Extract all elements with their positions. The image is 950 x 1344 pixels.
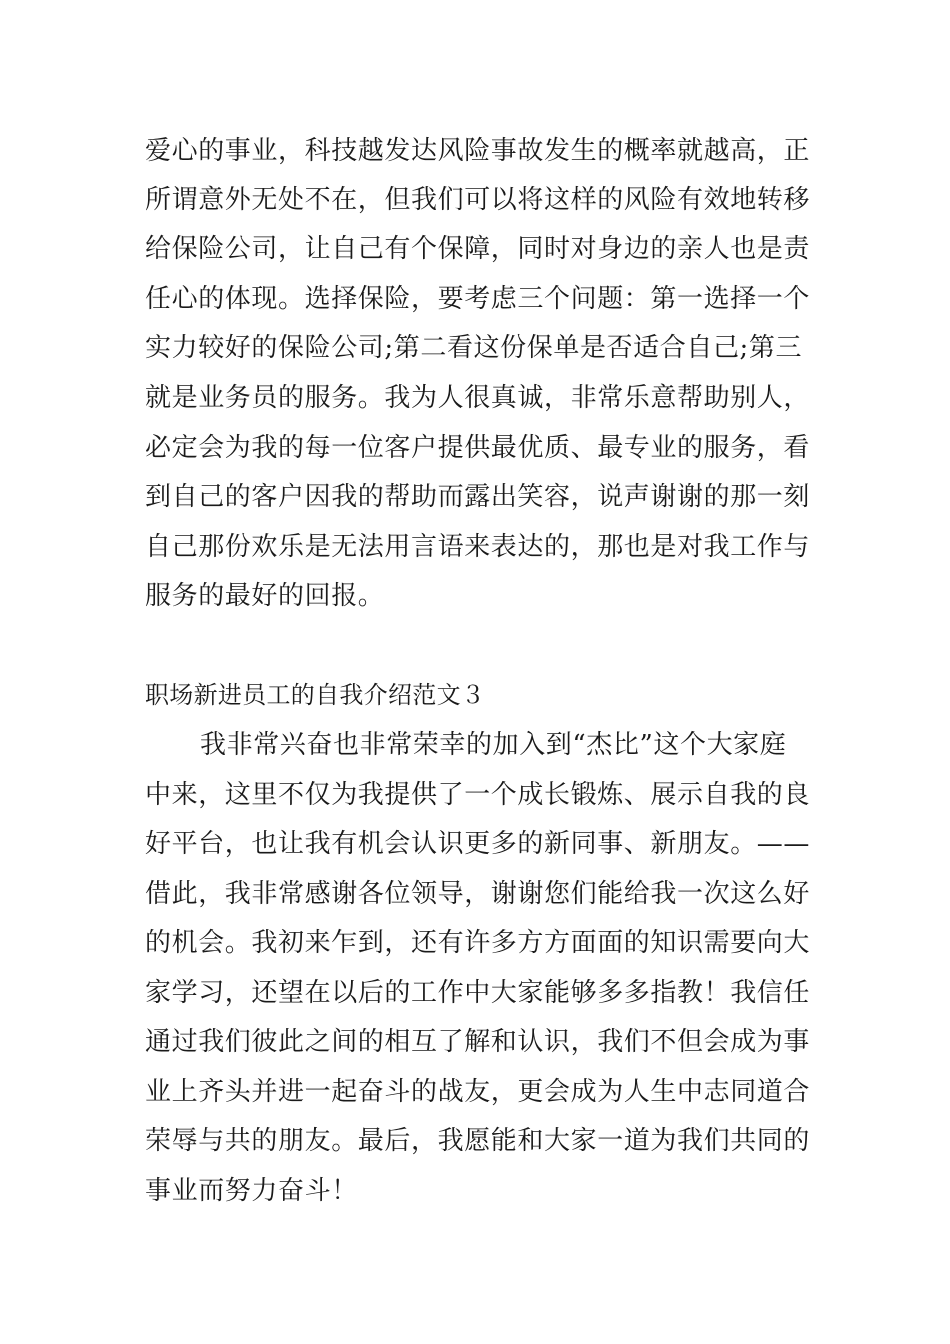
paragraph-1-line: 实力较好的保险公司;第二看这份保单是否适合自己;第三 — [145, 333, 803, 363]
paragraph-1-line: 就是业务员的服务。我为人很真诚，非常乐意帮助别人， — [145, 383, 811, 413]
paragraph-2-line: 的机会。我初来乍到，还有许多方方面面的知识需要向大 — [145, 928, 811, 958]
paragraph-2-line: 我非常兴奋也非常荣幸的加入到“杰比”这个大家庭 — [200, 730, 787, 760]
paragraph-2-line: 通过我们彼此之间的相互了解和认识，我们不但会成为事 — [145, 1027, 811, 1057]
paragraph-1-line: 必定会为我的每一位客户提供最优质、最专业的服务，看 — [145, 433, 811, 463]
paragraph-1-line: 所谓意外无处不在，但我们可以将这样的风险有效地转移 — [145, 185, 811, 215]
paragraph-2-line: 事业而努力奋斗！ — [145, 1176, 358, 1206]
paragraph-2-line: 荣辱与共的朋友。最后，我愿能和大家一道为我们共同的 — [145, 1126, 811, 1156]
paragraph-2-line: 家学习，还望在以后的工作中大家能够多多指教！我信任 — [145, 978, 811, 1008]
paragraph-1-line: 给保险公司，让自己有个保障，同时对身边的亲人也是责 — [145, 234, 811, 264]
section-title: 职场新进员工的自我介绍范文３ — [145, 681, 486, 709]
paragraph-1-line: 服务的最好的回报。 — [145, 581, 385, 611]
paragraph-1-line: 任心的体现。选择保险，要考虑三个问题：第一选择一个 — [145, 284, 811, 314]
paragraph-1-line: 到自己的客户因我的帮助而露出笑容，说声谢谢的那一刻 — [145, 482, 811, 512]
paragraph-2-line: 借此，我非常感谢各位领导，谢谢您们能给我一次这么好 — [145, 879, 811, 909]
paragraph-2-line: 业上齐头并进一起奋斗的战友，更会成为人生中志同道合 — [145, 1077, 811, 1107]
paragraph-1-line: 自己那份欢乐是无法用言语来表达的，那也是对我工作与 — [145, 532, 811, 562]
paragraph-1-line: 爱心的事业，科技越发达风险事故发生的概率就越高，正 — [145, 136, 811, 166]
paragraph-2-line: 好平台，也让我有机会认识更多的新同事、新朋友。—— — [145, 829, 811, 859]
paragraph-2-line: 中来，这里不仅为我提供了一个成长锻炼、展示自我的良 — [145, 780, 811, 810]
